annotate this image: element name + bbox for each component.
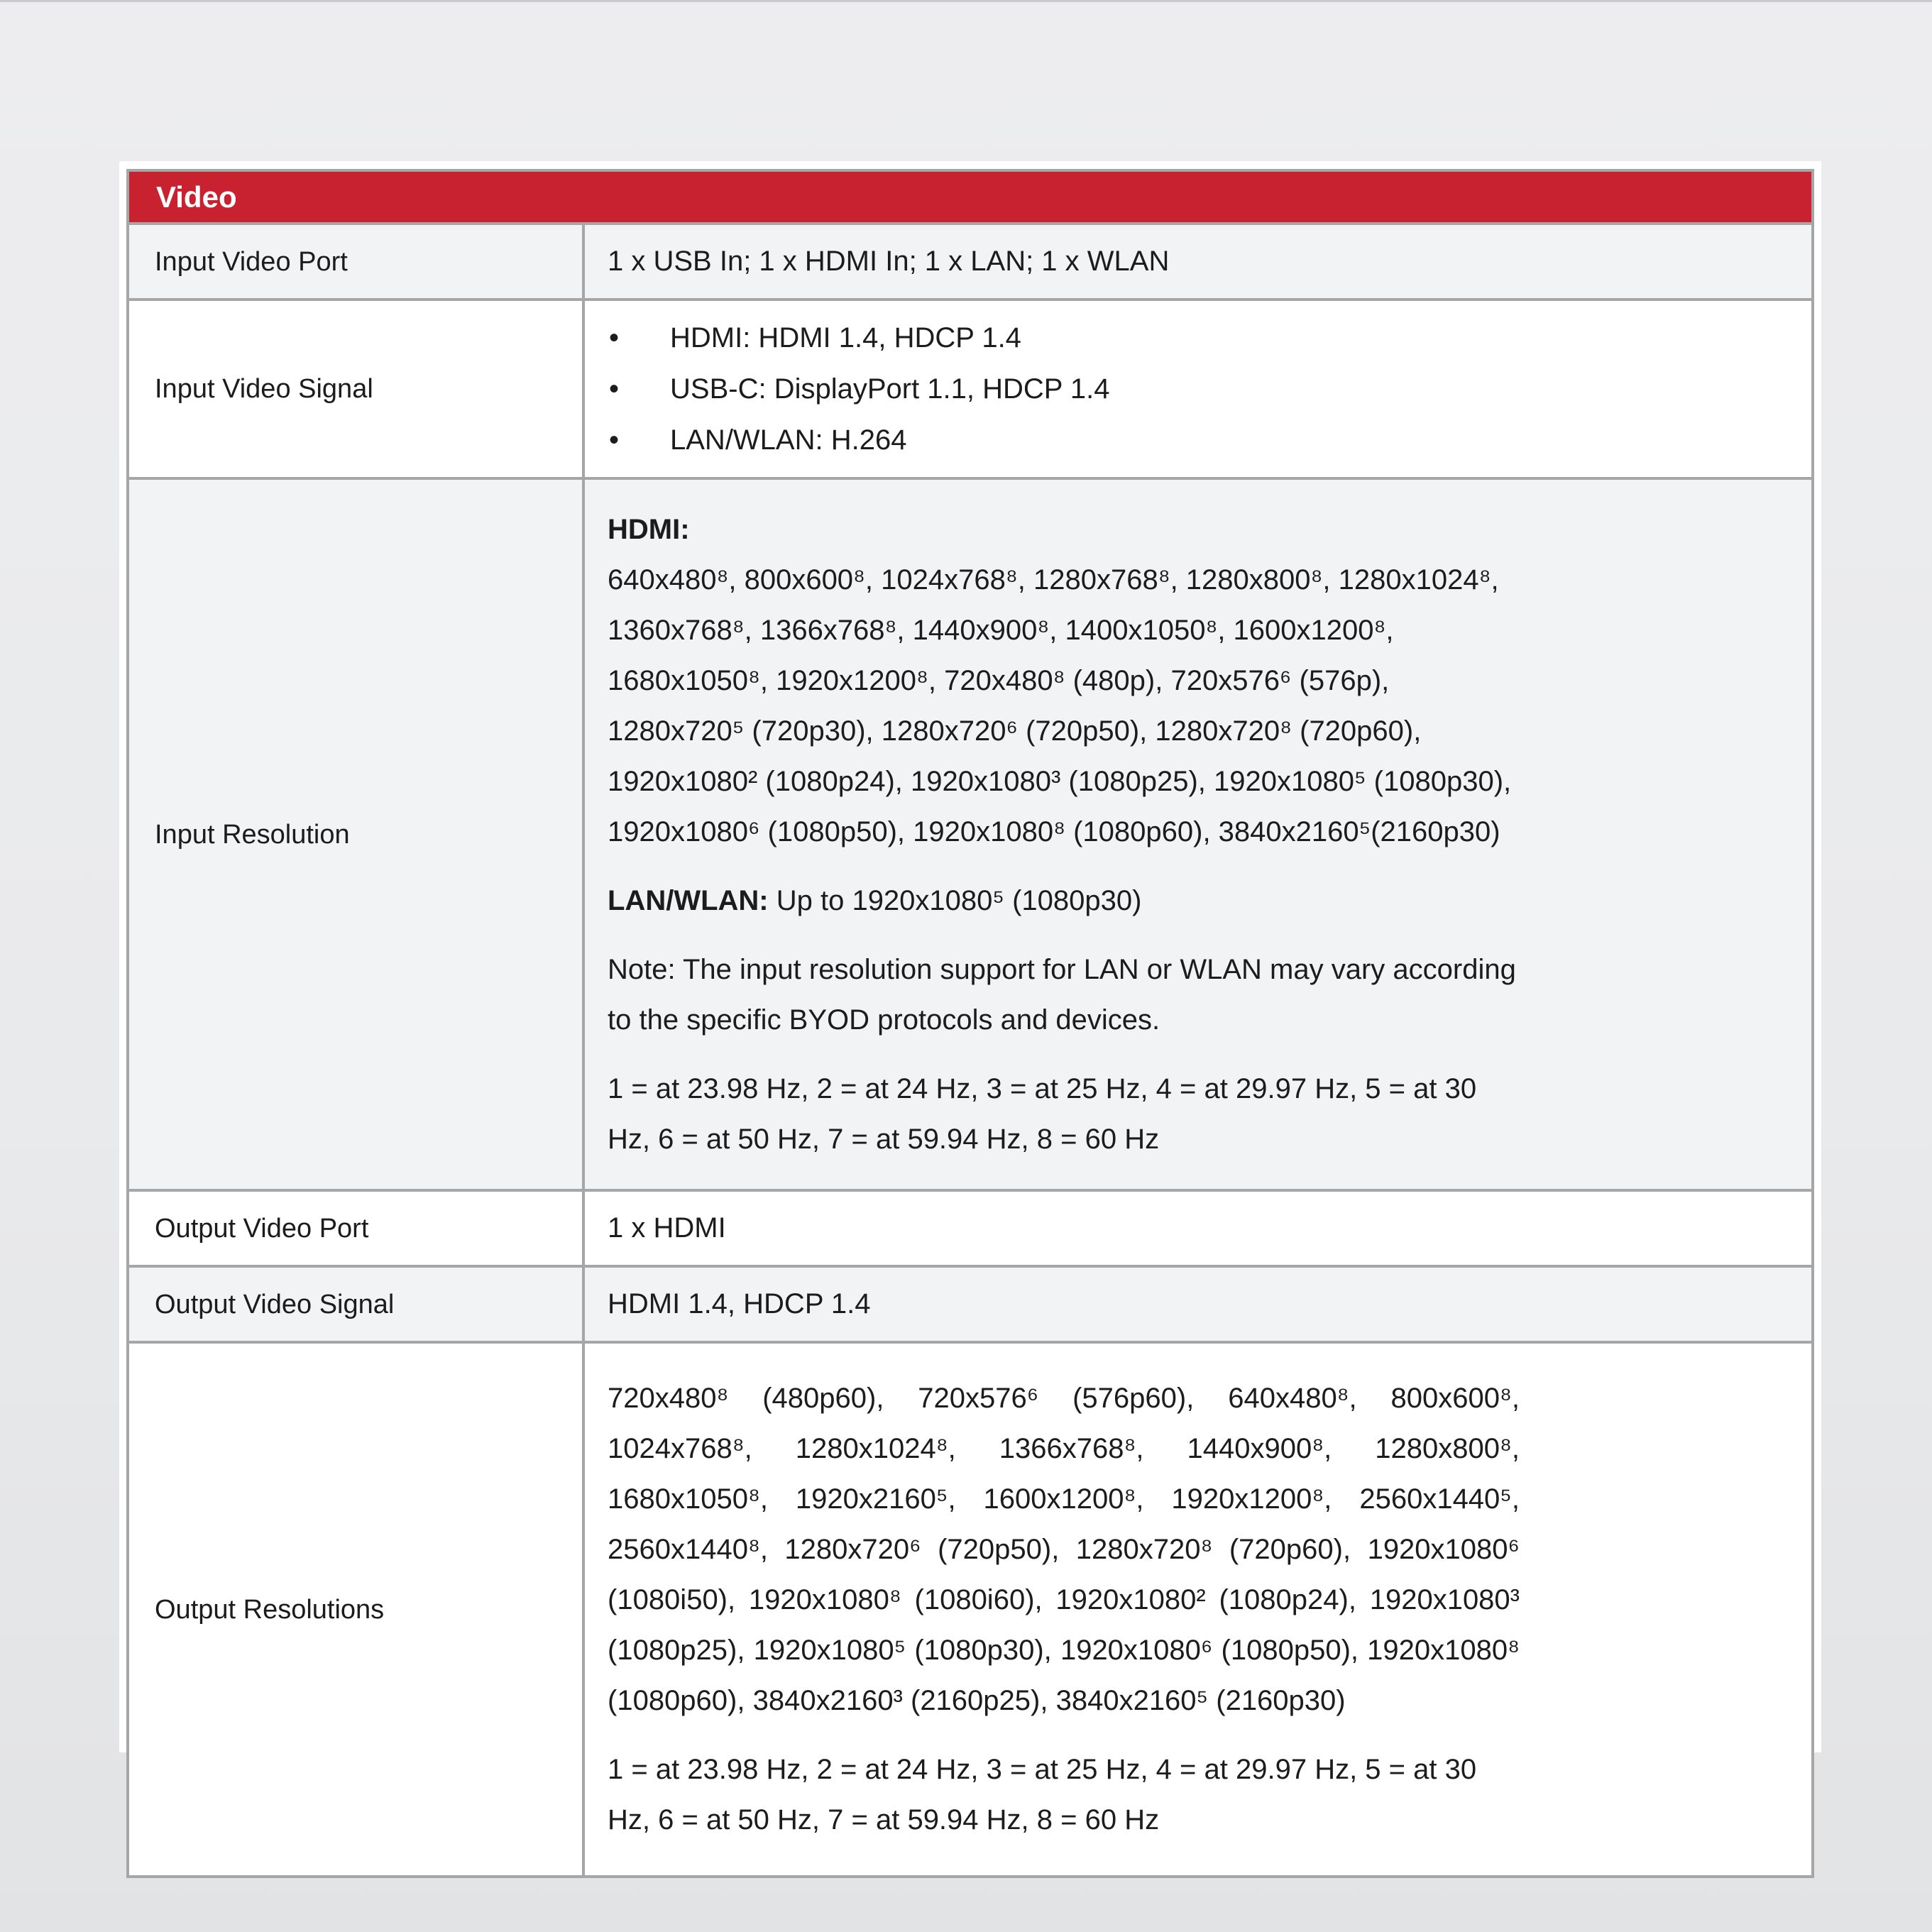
video-spec-table (126, 169, 1814, 1878)
row-label-output-video-port: Output Video Port (128, 1190, 583, 1266)
row-value-input-video-port (583, 224, 1813, 300)
row-output-video-signal (128, 1266, 1813, 1342)
output-frequency-legend: 1 = at 23.98 Hz, 2 = at 24 Hz, 3 = at 25 Hz, 4 = at 29.97 Hz, 5 = at 30 Hz, 6 = at 50 Hz, 7 = at 59.94 Hz, 8 = 60 Hz (608, 1754, 1477, 1835)
section-header-cell (128, 170, 1813, 224)
row-label-output-video-signal: Output Video Signal (128, 1266, 583, 1342)
input-video-signal-list (608, 312, 1790, 466)
output-video-signal-value: HDMI 1.4, HDCP 1.4 (608, 1288, 871, 1319)
spec-sheet (119, 161, 1821, 1835)
row-value-output-video-port (583, 1190, 1813, 1266)
row-label-input-video-port: Input Video Port (128, 224, 583, 300)
hdmi-resolutions-list: 640x480⁸, 800x600⁸, 1024x768⁸, 1280x768⁸, 1280x800⁸, 1280x1024⁸, 1360x768⁸, 1366x768⁸, 1440x900⁸, 1400x1050⁸, 1600x1200⁸, 1680x1050⁸, 1920x1200⁸, 720x480⁸ (480p), 720x576⁶ (576p), 1280x720⁵ (720p30), 1280x720⁶ (720p50), 1280x720⁸ (720p60), 1920x1080² (1080p24), 1920x1080³ (1080p25), 1920x1080⁵ (1080p30), 1920x1080⁶ (1080p50), 1920x1080⁸ (1080p60), 3840x2160⁵(2160p30) (608, 564, 1512, 847)
row-input-resolution (128, 478, 1813, 1190)
input-resolution-note: Note: The input resolution support for LAN or WLAN may vary according to the specific BYOD protocols and devices. (608, 953, 1516, 1036)
row-input-video-signal (128, 300, 1813, 478)
row-output-video-port (128, 1190, 1813, 1266)
row-input-video-port (128, 224, 1813, 300)
row-output-resolutions (128, 1342, 1813, 1877)
bullet-item-usb-c: • USB-C: DisplayPort 1.1, HDCP 1.4 (608, 363, 1790, 415)
section-header-row (128, 170, 1813, 224)
row-value-output-video-signal (583, 1266, 1813, 1342)
input-video-port-value: 1 x USB In; 1 x HDMI In; 1 x LAN; 1 x WLAN (608, 246, 1170, 277)
row-label-input-resolution: Input Resolution (128, 478, 583, 1190)
section-title: Video (156, 180, 237, 214)
page-top-edge (0, 0, 1932, 2)
row-value-input-resolution (583, 478, 1813, 1190)
row-value-output-resolutions (583, 1342, 1813, 1877)
output-video-port-value: 1 x HDMI (608, 1212, 726, 1244)
row-label-input-video-signal: Input Video Signal (128, 300, 583, 478)
input-frequency-legend: 1 = at 23.98 Hz, 2 = at 24 Hz, 3 = at 25 Hz, 4 = at 29.97 Hz, 5 = at 30 Hz, 6 = at 50 Hz, 7 = at 59.94 Hz, 8 = 60 Hz (608, 1072, 1477, 1155)
lan-wlan-resolution-line (608, 876, 1520, 926)
lan-wlan-value: Up to 1920x1080⁵ (1080p30) (768, 884, 1142, 916)
bullet-item-lan-wlan: • LAN/WLAN: H.264 (608, 415, 1790, 466)
lan-wlan-label: LAN/WLAN: (608, 884, 769, 916)
output-resolutions-list: 720x480⁸ (480p60), 720x576⁶ (576p60), 640x480⁸, 800x600⁸, 1024x768⁸, 1280x1024⁸, 1366x768⁸, 1440x900⁸, 1280x800⁸, 1680x1050⁸, 1920x2160⁵, 1600x1200⁸, 1920x1200⁸, 2560x1440⁵, 2560x1440⁸, 1280x720⁶ (720p50), 1280x720⁸ (720p60), 1920x1080⁶ (1080i50), 1920x1080⁸ (1080i60), 1920x1080² (1080p24), 1920x1080³ (1080p25), 1920x1080⁵ (1080p30), 1920x1080⁶ (1080p50), 1920x1080⁸ (1080p60), 3840x2160³ (2160p25), 3840x2160⁵ (2160p30) (608, 1383, 1520, 1716)
bullet-item-hdmi: • HDMI: HDMI 1.4, HDCP 1.4 (608, 312, 1790, 363)
hdmi-resolutions-heading: HDMI: (608, 513, 690, 545)
row-value-input-video-signal (583, 300, 1813, 478)
row-label-output-resolutions: Output Resolutions (128, 1342, 583, 1877)
